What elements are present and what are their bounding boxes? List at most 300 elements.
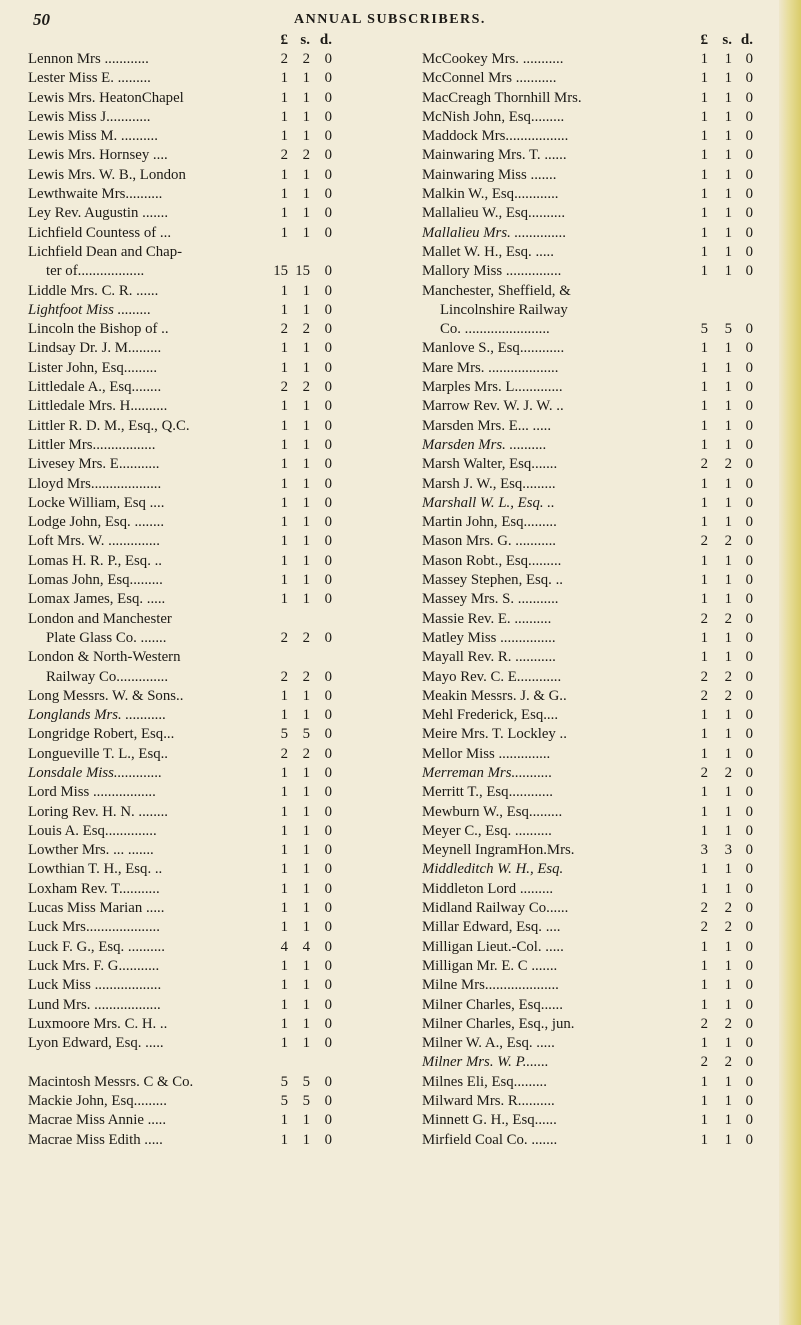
- subscriber-name: Marshall W. L., Esq. ..: [422, 494, 555, 511]
- shillings-amount: 2: [724, 1015, 732, 1032]
- pounds-amount: 1: [700, 649, 708, 666]
- shillings-amount: 1: [302, 224, 310, 241]
- shillings-amount: 1: [724, 224, 732, 241]
- pence-amount: 0: [745, 514, 753, 531]
- pence-amount: 0: [324, 51, 332, 67]
- pounds-amount: 1: [280, 340, 288, 357]
- subscriber-name: Lomax James, Esq. .....: [28, 591, 166, 608]
- pence-amount: 0: [745, 205, 753, 222]
- pence-amount: 0: [745, 417, 753, 434]
- pounds-amount: 1: [280, 128, 288, 145]
- shillings-amount: 1: [724, 263, 732, 280]
- subscriber-row: [422, 1034, 757, 1053]
- shillings-amount: 1: [724, 340, 732, 357]
- pounds-amount: 1: [280, 957, 288, 974]
- subscriber-name: Louis A. Esq..............: [28, 822, 157, 839]
- subscriber-row: [28, 224, 355, 243]
- pence-amount: 0: [745, 1093, 753, 1110]
- subscriber-row: [422, 359, 757, 378]
- pence-amount: 0: [324, 1073, 332, 1090]
- shillings-amount: 1: [302, 166, 310, 183]
- shillings-amount: 2: [724, 610, 732, 627]
- shillings-amount: 2: [302, 668, 310, 685]
- running-head: ANNUAL SUBSCRIBERS.: [294, 12, 486, 27]
- subscriber-row: [28, 50, 355, 69]
- pounds-amount: 1: [700, 1073, 708, 1090]
- pounds-amount: 1: [700, 977, 708, 994]
- shillings-amount: 1: [724, 938, 732, 955]
- left-subscriber-column: [28, 32, 355, 1150]
- pounds-amount: 2: [700, 668, 708, 685]
- shillings-amount: 1: [302, 1131, 310, 1148]
- pence-amount: 0: [324, 687, 332, 704]
- subscriber-name: Massey Mrs. S. ...........: [422, 591, 559, 608]
- subscriber-row: [422, 957, 757, 976]
- subscriber-name: Macintosh Messrs. C & Co.: [28, 1073, 194, 1090]
- subscriber-row: [28, 918, 355, 937]
- pounds-amount: 1: [280, 301, 288, 318]
- shillings-amount: 4: [302, 938, 310, 955]
- pounds-amount: 1: [280, 475, 288, 492]
- subscriber-name: Martin John, Esq.........: [422, 514, 557, 531]
- shillings-amount: 1: [302, 764, 310, 781]
- pounds-amount: 1: [700, 572, 708, 589]
- pence-amount: 0: [745, 1131, 753, 1148]
- subscriber-row: [422, 455, 757, 474]
- shillings-amount: 2: [302, 321, 310, 338]
- shillings-amount: 1: [724, 205, 732, 222]
- pence-header: d.: [319, 32, 332, 48]
- pence-amount: 0: [745, 861, 753, 878]
- pounds-amount: 1: [280, 900, 288, 917]
- pence-amount: 0: [745, 687, 753, 704]
- subscriber-row: [422, 629, 757, 648]
- shillings-amount: 1: [724, 1073, 732, 1090]
- pence-amount: 0: [324, 494, 332, 511]
- pounds-amount: 2: [700, 764, 708, 781]
- pence-amount: 0: [745, 610, 753, 627]
- shillings-amount: 2: [302, 147, 310, 164]
- subscriber-name: Lincolnshire Railway: [440, 301, 568, 318]
- pence-amount: 0: [324, 1112, 332, 1129]
- subscriber-name: Lewis Mrs. HeatonChapel: [28, 89, 184, 106]
- shillings-amount: 1: [302, 1112, 310, 1129]
- subscriber-row: [422, 127, 757, 146]
- subscriber-row: [28, 475, 355, 494]
- pence-amount: 0: [324, 861, 332, 878]
- subscriber-name: Mackie John, Esq.........: [28, 1093, 167, 1110]
- subscriber-row: [422, 243, 757, 262]
- shillings-amount: 1: [724, 359, 732, 376]
- pounds-amount: 1: [280, 89, 288, 106]
- pounds-amount: 2: [280, 745, 288, 762]
- pounds-amount: 1: [700, 263, 708, 280]
- pence-amount: 0: [745, 919, 753, 936]
- subscriber-name: Milner W. A., Esq. .....: [422, 1035, 555, 1052]
- pence-amount: 0: [745, 263, 753, 280]
- subscriber-name: Mewburn W., Esq.........: [422, 803, 563, 820]
- pounds-amount: 1: [700, 417, 708, 434]
- subscriber-row: [28, 1131, 355, 1150]
- shillings-amount: 1: [302, 301, 310, 318]
- shillings-amount: 1: [724, 880, 732, 897]
- subscriber-name: Lister John, Esq.........: [28, 359, 158, 376]
- subscriber-name: Ley Rev. Augustin .......: [28, 205, 169, 222]
- subscriber-row: [28, 89, 355, 108]
- shillings-amount: 1: [302, 89, 310, 106]
- shillings-amount: 1: [302, 784, 310, 801]
- subscriber-name: Luck Mrs. F. G...........: [28, 957, 160, 974]
- pounds-amount: 1: [280, 166, 288, 183]
- subscriber-name: ter of..................: [46, 263, 145, 280]
- pounds-amount: 1: [280, 977, 288, 994]
- subscriber-row: [422, 552, 757, 571]
- pence-amount: 0: [745, 128, 753, 145]
- pence-amount: 0: [324, 301, 332, 318]
- subscriber-name: Lester Miss E. .........: [28, 70, 151, 87]
- page-header: [0, 10, 780, 32]
- shillings-amount: 1: [302, 70, 310, 87]
- pence-amount: 0: [745, 224, 753, 241]
- shillings-amount: 1: [724, 51, 732, 67]
- shillings-amount: 1: [302, 996, 310, 1013]
- pounds-amount: 1: [700, 1093, 708, 1110]
- pence-amount: 0: [745, 707, 753, 724]
- subscriber-row: [422, 397, 757, 416]
- subscriber-name: Plate Glass Co. .......: [46, 629, 167, 646]
- shillings-amount: 1: [302, 900, 310, 917]
- pounds-amount: 1: [280, 861, 288, 878]
- pence-amount: 0: [745, 1035, 753, 1052]
- subscriber-row: [422, 687, 757, 706]
- subscriber-row: [422, 610, 757, 629]
- shillings-amount: 1: [302, 456, 310, 473]
- subscriber-row: [28, 1092, 355, 1111]
- subscriber-name: Middleditch W. H., Esq.: [422, 861, 564, 878]
- shillings-amount: 1: [302, 572, 310, 589]
- pounds-amount: 1: [280, 764, 288, 781]
- pence-amount: 0: [324, 572, 332, 589]
- pounds-amount: 5: [280, 1073, 288, 1090]
- subscriber-name: Lomas John, Esq.........: [28, 572, 163, 589]
- subscriber-row: [422, 301, 757, 320]
- shillings-amount: 1: [724, 398, 732, 415]
- subscriber-row: [28, 803, 355, 822]
- subscriber-row: [28, 243, 355, 262]
- pence-amount: 0: [324, 591, 332, 608]
- pence-amount: 0: [745, 764, 753, 781]
- subscriber-name: Co. .......................: [440, 321, 550, 338]
- shillings-amount: 1: [724, 629, 732, 646]
- shillings-amount: 1: [724, 166, 732, 183]
- subscriber-row: [28, 1015, 355, 1034]
- shillings-amount: 1: [724, 379, 732, 396]
- subscriber-row: [422, 320, 757, 339]
- shillings-amount: 1: [724, 996, 732, 1013]
- subscriber-name: Mainwaring Mrs. T. ......: [422, 147, 567, 164]
- pence-amount: 0: [324, 70, 332, 87]
- pounds-amount: 1: [700, 1131, 708, 1148]
- subscriber-row: [28, 1073, 355, 1092]
- subscriber-row: [422, 571, 757, 590]
- subscriber-row: [422, 725, 757, 744]
- shillings-amount: 1: [302, 128, 310, 145]
- shillings-amount: 1: [302, 919, 310, 936]
- pounds-amount: 2: [700, 533, 708, 550]
- subscriber-row: [28, 185, 355, 204]
- pence-amount: 0: [745, 822, 753, 839]
- subscriber-name: Milner Charles, Esq......: [422, 996, 563, 1013]
- pounds-amount: 1: [700, 108, 708, 125]
- subscriber-name: Marrow Rev. W. J. W. ..: [422, 398, 564, 415]
- pence-amount: 0: [324, 186, 332, 203]
- subscriber-row: [422, 860, 757, 879]
- pounds-amount: 5: [280, 726, 288, 743]
- pence-amount: 0: [745, 629, 753, 646]
- subscriber-name: Lodge John, Esq. ........: [28, 514, 165, 531]
- shillings-amount: 1: [724, 1035, 732, 1052]
- subscriber-name: Littler R. D. M., Esq., Q.C.: [28, 417, 190, 434]
- pounds-amount: 1: [700, 436, 708, 453]
- pence-amount: 0: [324, 668, 332, 685]
- pence-amount: 0: [324, 822, 332, 839]
- pence-amount: 0: [324, 263, 332, 280]
- subscriber-row: [28, 146, 355, 165]
- subscriber-name: Lomas H. R. P., Esq. ..: [28, 552, 163, 569]
- subscriber-row: [28, 590, 355, 609]
- shillings-amount: 1: [302, 861, 310, 878]
- shillings-amount: 1: [302, 533, 310, 550]
- pounds-amount: 1: [700, 359, 708, 376]
- pence-amount: 0: [745, 533, 753, 550]
- subscriber-row: [422, 513, 757, 532]
- pounds-amount: 1: [280, 436, 288, 453]
- pounds-amount: 2: [700, 919, 708, 936]
- pence-amount: 0: [324, 475, 332, 492]
- pounds-amount: 1: [280, 417, 288, 434]
- pence-amount: 0: [324, 379, 332, 396]
- subscriber-row: [422, 648, 757, 667]
- pounds-amount: 1: [700, 205, 708, 222]
- subscriber-row: [28, 976, 355, 995]
- subscriber-row: [28, 359, 355, 378]
- pounds-amount: 2: [280, 629, 288, 646]
- subscriber-name: Millar Edward, Esq. ....: [422, 919, 561, 936]
- subscriber-row: [422, 745, 757, 764]
- pounds-amount: 2: [280, 51, 288, 67]
- subscriber-name: London & North-Western: [28, 649, 181, 666]
- pence-amount: 0: [324, 321, 332, 338]
- subscriber-row: [28, 783, 355, 802]
- subscriber-row: [28, 764, 355, 783]
- shillings-amount: 1: [724, 707, 732, 724]
- pence-amount: 0: [324, 707, 332, 724]
- shillings-amount: 1: [724, 726, 732, 743]
- pounds-amount: 1: [280, 70, 288, 87]
- pence-amount: 0: [745, 340, 753, 357]
- page-edge: [779, 0, 801, 1325]
- subscriber-row: [28, 417, 355, 436]
- subscriber-row: [422, 841, 757, 860]
- pounds-amount: 1: [280, 803, 288, 820]
- pence-amount: 0: [745, 880, 753, 897]
- pounds-amount: 1: [280, 514, 288, 531]
- subscriber-name: Lindsay Dr. J. M.........: [28, 340, 162, 357]
- shillings-amount: 2: [724, 900, 732, 917]
- subscriber-row: [422, 475, 757, 494]
- shillings-amount: 1: [302, 1015, 310, 1032]
- pounds-amount: 1: [280, 707, 288, 724]
- shillings-amount: 1: [302, 475, 310, 492]
- subscriber-name: Mayo Rev. C. E............: [422, 668, 562, 685]
- pence-amount: 0: [745, 745, 753, 762]
- subscriber-name: Mason Mrs. G. ...........: [422, 533, 556, 550]
- subscriber-row: [28, 320, 355, 339]
- pounds-amount: 1: [280, 224, 288, 241]
- shillings-amount: 5: [302, 726, 310, 743]
- subscriber-row: [28, 455, 355, 474]
- subscriber-row: [422, 166, 757, 185]
- subscriber-name: Meynell IngramHon.Mrs.: [422, 842, 575, 859]
- shillings-amount: 2: [302, 379, 310, 396]
- subscriber-name: Merritt T., Esq............: [422, 784, 553, 801]
- subscriber-name: Littler Mrs.................: [28, 436, 156, 453]
- subscriber-name: Massie Rev. E. ..........: [422, 610, 552, 627]
- pounds-amount: 1: [280, 1112, 288, 1129]
- pounds-amount: 15: [273, 263, 288, 280]
- pence-amount: 0: [324, 1131, 332, 1148]
- subscriber-row: [28, 745, 355, 764]
- pence-amount: 0: [745, 1073, 753, 1090]
- subscriber-name: Mellor Miss ..............: [422, 745, 551, 762]
- subscriber-name: Long Messrs. W. & Sons..: [28, 687, 184, 704]
- shillings-amount: 1: [724, 89, 732, 106]
- subscriber-row: [28, 339, 355, 358]
- shillings-amount: 1: [724, 784, 732, 801]
- pence-amount: 0: [745, 494, 753, 511]
- pence-amount: 0: [745, 321, 753, 338]
- shillings-amount: 1: [302, 591, 310, 608]
- subscriber-row: [28, 571, 355, 590]
- pence-amount: 0: [324, 533, 332, 550]
- subscriber-row: [28, 1053, 355, 1072]
- subscriber-name: Middleton Lord .........: [422, 880, 554, 897]
- pounds-amount: 3: [700, 842, 708, 859]
- pounds-header: £: [280, 32, 288, 48]
- pence-amount: 0: [745, 475, 753, 492]
- pounds-amount: 1: [700, 861, 708, 878]
- subscriber-row: [422, 1111, 757, 1130]
- pence-amount: 0: [324, 745, 332, 762]
- subscriber-row: [28, 687, 355, 706]
- subscriber-row: [28, 725, 355, 744]
- pence-amount: 0: [324, 456, 332, 473]
- subscriber-name: Longueville T. L., Esq..: [28, 745, 168, 762]
- subscriber-name: Luck Miss ..................: [28, 977, 162, 994]
- subscriber-name: Lewis Mrs. W. B., London: [28, 166, 186, 183]
- pence-amount: 0: [324, 1035, 332, 1052]
- right-subscriber-column: [422, 32, 757, 1150]
- subscriber-name: Lewthwaite Mrs..........: [28, 186, 163, 203]
- pounds-amount: 1: [280, 1015, 288, 1032]
- subscriber-name: Littledale A., Esq........: [28, 379, 162, 396]
- subscriber-row: [422, 89, 757, 108]
- pounds-amount: 1: [700, 89, 708, 106]
- subscriber-name: Milner Charles, Esq., jun.: [422, 1015, 575, 1032]
- pence-amount: 0: [324, 726, 332, 743]
- subscriber-name: Milner Mrs. W. P.......: [422, 1054, 549, 1071]
- shillings-amount: 2: [302, 51, 310, 67]
- pence-amount: 0: [324, 282, 332, 299]
- pence-amount: 0: [324, 919, 332, 936]
- pounds-amount: 1: [700, 379, 708, 396]
- shillings-amount: 1: [302, 108, 310, 125]
- pounds-amount: 1: [700, 726, 708, 743]
- shillings-amount: 1: [302, 282, 310, 299]
- left-subscriber-list: [28, 50, 355, 1150]
- shillings-amount: 1: [302, 494, 310, 511]
- subscriber-name: Railway Co..............: [46, 668, 169, 685]
- pence-amount: 0: [324, 147, 332, 164]
- subscriber-row: [28, 860, 355, 879]
- subscriber-row: [422, 822, 757, 841]
- pence-amount: 0: [745, 456, 753, 473]
- pence-amount: 0: [324, 514, 332, 531]
- pounds-amount: 1: [280, 1131, 288, 1148]
- pounds-amount: 1: [700, 1112, 708, 1129]
- subscriber-name: Mirfield Coal Co. .......: [422, 1131, 558, 1148]
- subscriber-name: Marsh J. W., Esq.........: [422, 475, 556, 492]
- pounds-amount: 1: [700, 957, 708, 974]
- shillings-amount: 1: [724, 649, 732, 666]
- shillings-amount: 2: [724, 764, 732, 781]
- shillings-amount: 5: [724, 321, 732, 338]
- subscriber-name: McCookey Mrs. ...........: [422, 51, 564, 67]
- pence-amount: 0: [745, 147, 753, 164]
- subscriber-name: Maddock Mrs.................: [422, 128, 569, 145]
- pence-amount: 0: [324, 957, 332, 974]
- subscriber-row: [422, 803, 757, 822]
- subscriber-name: Lewis Miss J............: [28, 108, 151, 125]
- subscriber-row: [28, 532, 355, 551]
- shillings-amount: 1: [302, 1035, 310, 1052]
- shillings-amount: 1: [724, 803, 732, 820]
- pounds-amount: 1: [280, 494, 288, 511]
- subscriber-name: Lowthian T. H., Esq. ..: [28, 861, 163, 878]
- pounds-amount: 1: [280, 919, 288, 936]
- pence-amount: 0: [324, 977, 332, 994]
- pounds-amount: 1: [280, 822, 288, 839]
- pounds-amount: 1: [280, 359, 288, 376]
- subscriber-row: [28, 648, 355, 667]
- subscriber-name: Marples Mrs. L.............: [422, 379, 563, 396]
- subscriber-row: [28, 880, 355, 899]
- subscriber-name: McNish John, Esq.........: [422, 108, 565, 125]
- shillings-amount: 1: [724, 822, 732, 839]
- shillings-amount: 1: [724, 1093, 732, 1110]
- subscriber-name: Luxmoore Mrs. C. H. ..: [28, 1015, 168, 1032]
- subscriber-row: [28, 552, 355, 571]
- subscriber-name: Lichfield Countess of ...: [28, 224, 172, 241]
- subscriber-row: [422, 590, 757, 609]
- pence-amount: 0: [324, 340, 332, 357]
- subscriber-row: [422, 899, 757, 918]
- subscriber-name: Minnett G. H., Esq......: [422, 1112, 557, 1129]
- pence-amount: 0: [324, 398, 332, 415]
- pence-amount: 0: [324, 205, 332, 222]
- subscriber-name: Lewis Mrs. Hornsey ....: [28, 147, 168, 164]
- shillings-amount: 1: [302, 205, 310, 222]
